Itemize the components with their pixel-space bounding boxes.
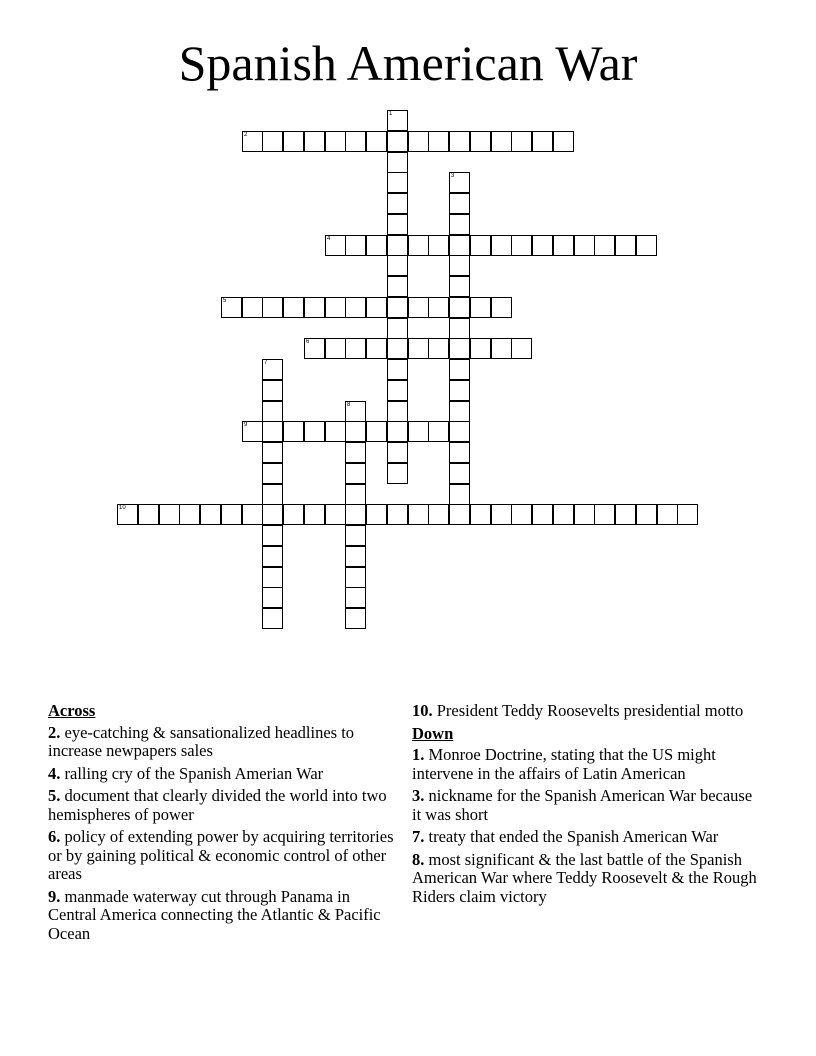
crossword-cell[interactable] <box>366 235 387 256</box>
crossword-cell[interactable] <box>387 235 408 256</box>
crossword-cell[interactable] <box>449 172 470 193</box>
crossword-cell[interactable] <box>449 401 470 422</box>
crossword-cell[interactable] <box>387 380 408 401</box>
crossword-cell[interactable] <box>325 338 346 359</box>
crossword-cell[interactable] <box>138 504 159 525</box>
crossword-cell[interactable] <box>262 131 283 152</box>
crossword-cell[interactable] <box>387 214 408 235</box>
crossword-cell[interactable] <box>449 442 470 463</box>
crossword-cell[interactable] <box>262 297 283 318</box>
cell-number: 3 <box>451 173 455 179</box>
crossword-cell[interactable] <box>387 421 408 442</box>
crossword-cell[interactable] <box>262 608 283 629</box>
clue-across-5: 5. document that clearly divided the world into two hemispheres of power <box>48 786 387 824</box>
crossword-cell[interactable] <box>408 131 429 152</box>
crossword-cell[interactable] <box>449 484 470 505</box>
clue-across-9: 9. manmade waterway cut through Panama in Central America connecting the Atlantic & Pacific Ocean <box>48 886 381 943</box>
crossword-cell[interactable] <box>283 297 304 318</box>
crossword-cell[interactable] <box>594 504 615 525</box>
crossword-cell[interactable] <box>387 504 408 525</box>
crossword-cell[interactable] <box>449 504 470 525</box>
crossword-cell[interactable] <box>283 504 304 525</box>
down-heading: Down <box>412 723 454 743</box>
crossword-cell[interactable] <box>283 131 304 152</box>
crossword-cell[interactable] <box>200 504 221 525</box>
crossword-cell[interactable] <box>117 504 138 525</box>
clue-across-2: 2. eye-catching & sansationalized headlines to increase newpapers sales <box>48 722 355 760</box>
crossword-cell[interactable] <box>636 504 657 525</box>
crossword-cell[interactable] <box>262 525 283 546</box>
crossword-cell[interactable] <box>449 359 470 380</box>
crossword-cell[interactable] <box>345 484 366 505</box>
crossword-cell[interactable] <box>387 359 408 380</box>
clues-right-column <box>412 702 764 910</box>
crossword-cell[interactable] <box>615 235 636 256</box>
crossword-cell[interactable] <box>428 131 449 152</box>
crossword-cell[interactable] <box>449 421 470 442</box>
clue-down-7: 7. treaty that ended the Spanish American War <box>412 827 719 846</box>
cell-number: 4 <box>327 236 331 242</box>
crossword-cell[interactable] <box>242 131 263 152</box>
crossword-cell[interactable] <box>594 235 615 256</box>
crossword-cell[interactable] <box>345 131 366 152</box>
page-title: Spanish American War <box>178 35 638 91</box>
cell-number: 1 <box>389 111 393 117</box>
crossword-cell[interactable] <box>449 235 470 256</box>
crossword-cell[interactable] <box>345 297 366 318</box>
crossword-cell[interactable] <box>304 421 325 442</box>
crossword-cell[interactable] <box>615 504 636 525</box>
crossword-cell[interactable] <box>366 131 387 152</box>
crossword-cell[interactable] <box>449 214 470 235</box>
crossword-cell[interactable] <box>387 172 408 193</box>
crossword-cell[interactable] <box>449 380 470 401</box>
cell-number: 6 <box>306 339 310 345</box>
crossword-cell[interactable] <box>387 401 408 422</box>
crossword-cell[interactable] <box>491 504 512 525</box>
crossword-cell[interactable] <box>657 504 678 525</box>
crossword-cell[interactable] <box>677 504 698 525</box>
crossword-cell[interactable] <box>262 401 283 422</box>
crossword-cell[interactable] <box>221 504 242 525</box>
crossword-cell[interactable] <box>325 297 346 318</box>
crossword-cell[interactable] <box>449 255 470 276</box>
crossword-cell[interactable] <box>366 338 387 359</box>
crossword-cell[interactable] <box>387 110 408 131</box>
crossword-cell[interactable] <box>532 504 553 525</box>
crossword-cell[interactable] <box>325 235 346 256</box>
clue-across-4: 4. ralling cry of the Spanish Amerian War <box>48 763 324 783</box>
crossword-cell[interactable] <box>553 504 574 525</box>
crossword-cell[interactable] <box>325 131 346 152</box>
crossword-cell[interactable] <box>242 421 263 442</box>
crossword-cell[interactable] <box>242 504 263 525</box>
crossword-cell[interactable] <box>262 359 283 380</box>
crossword-cell[interactable] <box>345 608 366 629</box>
crossword-cell[interactable] <box>428 235 449 256</box>
crossword-cell[interactable] <box>345 525 366 546</box>
cell-number: 7 <box>264 360 268 366</box>
crossword-cell[interactable] <box>387 255 408 276</box>
crossword-cell[interactable] <box>408 297 429 318</box>
clue-across-10: 10. President Teddy Roosevelts presidential motto <box>412 701 744 720</box>
crossword-cell[interactable] <box>242 297 263 318</box>
crossword-cell[interactable] <box>511 338 532 359</box>
crossword-cell[interactable] <box>428 421 449 442</box>
crossword-cell[interactable] <box>449 297 470 318</box>
crossword-cell[interactable] <box>491 131 512 152</box>
crossword-cell[interactable] <box>345 442 366 463</box>
crossword-cell[interactable] <box>428 297 449 318</box>
crossword-cell[interactable] <box>283 421 304 442</box>
crossword-cell[interactable] <box>304 338 325 359</box>
cell-number: 9 <box>244 422 248 428</box>
crossword-cell[interactable] <box>262 463 283 484</box>
crossword-cell[interactable] <box>325 504 346 525</box>
crossword-cell[interactable] <box>345 463 366 484</box>
crossword-cell[interactable] <box>574 504 595 525</box>
crossword-cell[interactable] <box>574 235 595 256</box>
crossword-cell[interactable] <box>387 131 408 152</box>
crossword-cell[interactable] <box>387 152 408 173</box>
crossword-cell[interactable] <box>408 421 429 442</box>
crossword-cell[interactable] <box>387 463 408 484</box>
crossword-cell[interactable] <box>387 338 408 359</box>
crossword-cell[interactable] <box>491 338 512 359</box>
crossword-cell[interactable] <box>636 235 657 256</box>
cell-number: 5 <box>223 298 227 304</box>
crossword-cell[interactable] <box>491 297 512 318</box>
crossword-cell[interactable] <box>179 504 200 525</box>
crossword-cell[interactable] <box>345 421 366 442</box>
crossword-cell[interactable] <box>159 504 180 525</box>
crossword-cell[interactable] <box>428 338 449 359</box>
crossword-cell[interactable] <box>366 297 387 318</box>
crossword-cell[interactable] <box>449 318 470 339</box>
across-heading: Across <box>48 701 96 720</box>
crossword-cell[interactable] <box>345 504 366 525</box>
crossword-cell[interactable] <box>262 380 283 401</box>
crossword-cell[interactable] <box>262 567 283 588</box>
crossword-cell[interactable] <box>262 546 283 567</box>
crossword-cell[interactable] <box>262 587 283 608</box>
crossword-cell[interactable] <box>345 235 366 256</box>
crossword-cell[interactable] <box>325 421 346 442</box>
cell-number: 2 <box>244 132 248 138</box>
crossword-cell[interactable] <box>387 193 408 214</box>
crossword-cell[interactable] <box>262 442 283 463</box>
crossword-cell[interactable] <box>262 484 283 505</box>
crossword-cell[interactable] <box>345 587 366 608</box>
crossword-cell[interactable] <box>511 504 532 525</box>
clue-down-1: 1. Monroe Doctrine, stating that the US might intervene in the affairs of Latin American <box>412 745 716 783</box>
crossword-cell[interactable] <box>470 297 491 318</box>
crossword-cell[interactable] <box>470 338 491 359</box>
crossword-cell[interactable] <box>262 421 283 442</box>
crossword-cell[interactable] <box>553 131 574 152</box>
crossword-cell[interactable] <box>428 504 449 525</box>
crossword-cell[interactable] <box>304 297 325 318</box>
crossword-cell[interactable] <box>449 276 470 297</box>
crossword-cell[interactable] <box>345 567 366 588</box>
crossword-cell[interactable] <box>366 504 387 525</box>
crossword-cell[interactable] <box>491 235 512 256</box>
crossword-cell[interactable] <box>387 318 408 339</box>
crossword-cell[interactable] <box>449 463 470 484</box>
cell-number: 8 <box>347 402 351 408</box>
crossword-cell[interactable] <box>449 338 470 359</box>
crossword-cell[interactable] <box>304 131 325 152</box>
crossword-cell[interactable] <box>262 504 283 525</box>
crossword-cell[interactable] <box>470 131 491 152</box>
crossword-cell[interactable] <box>387 276 408 297</box>
crossword-cell[interactable] <box>408 338 429 359</box>
crossword-cell[interactable] <box>408 504 429 525</box>
crossword-cell[interactable] <box>511 131 532 152</box>
crossword-cell[interactable] <box>470 235 491 256</box>
crossword-cell[interactable] <box>387 297 408 318</box>
clue-across-6: 6. policy of extending power by acquiring territories or by gaining political & economic control of other areas <box>48 827 394 883</box>
crossword-cell[interactable] <box>511 235 532 256</box>
clues-left-column <box>48 702 400 947</box>
crossword-cell[interactable] <box>532 131 553 152</box>
clue-down-3: 3. nickname for the Spanish American War because it was short <box>412 786 753 824</box>
crossword-cell[interactable] <box>387 442 408 463</box>
crossword-cell[interactable] <box>532 235 553 256</box>
crossword-cell[interactable] <box>553 235 574 256</box>
crossword-cell[interactable] <box>304 504 325 525</box>
crossword-cell[interactable] <box>408 235 429 256</box>
crossword-cell[interactable] <box>221 297 242 318</box>
crossword-cell[interactable] <box>449 131 470 152</box>
crossword-cell[interactable] <box>470 504 491 525</box>
crossword-cell[interactable] <box>345 546 366 567</box>
crossword-cell[interactable] <box>345 401 366 422</box>
cell-number: 10 <box>119 505 126 511</box>
crossword-cell[interactable] <box>366 421 387 442</box>
crossword-cell[interactable] <box>345 338 366 359</box>
clue-down-8: 8. most significant & the last battle of the Spanish American War where Teddy Roosevelt & the Rough Riders claim victory <box>412 849 757 906</box>
crossword-cell[interactable] <box>449 193 470 214</box>
